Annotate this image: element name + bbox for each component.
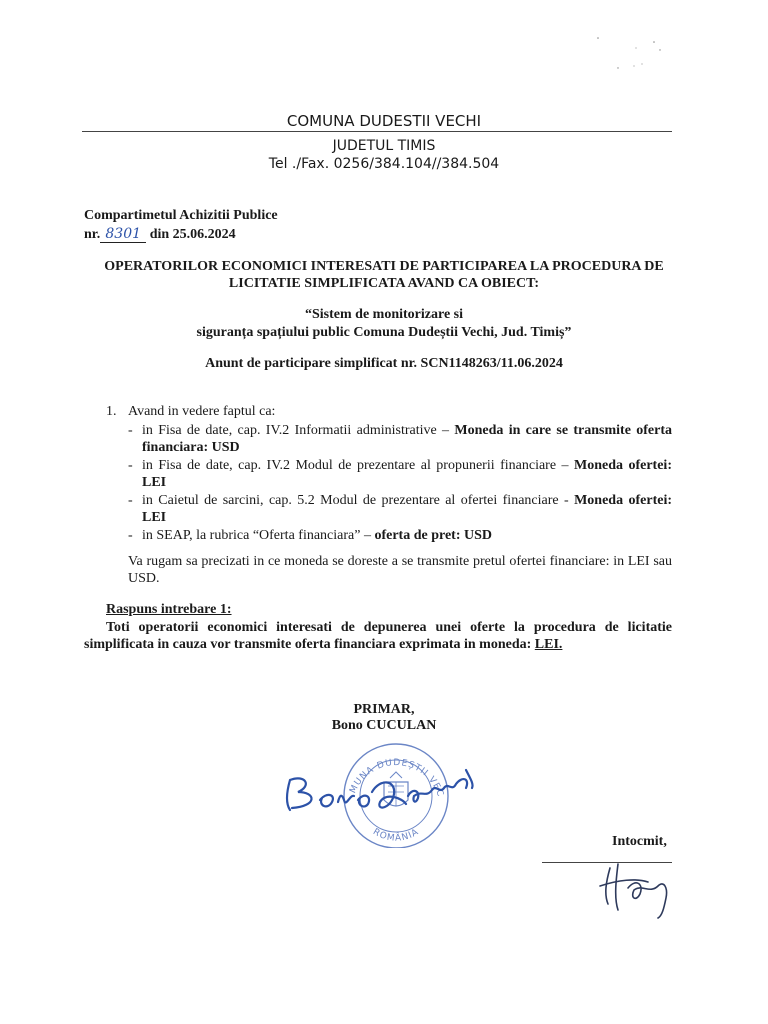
signature-stamp bbox=[276, 738, 496, 848]
question-request: Va rugam sa precizati in ce moneda se doreste a se transmite pretul ofertei financiare: in LEI sau USD. bbox=[128, 554, 672, 586]
registration-number-handwritten: 8301 bbox=[100, 226, 146, 243]
scan-artifact-dots bbox=[590, 28, 670, 78]
seal-text-bottom: ROMÂNIA bbox=[370, 827, 422, 844]
question-number: 1. bbox=[106, 404, 117, 419]
mayor-name: Bono CUCULAN bbox=[331, 718, 437, 733]
registration-date: din 25.06.2024 bbox=[149, 227, 236, 242]
registration-prefix: nr. bbox=[84, 227, 101, 242]
list-item-emphasis: Moneda ofertei: LEI bbox=[142, 458, 672, 490]
list-item-emphasis: Moneda in care se transmite oferta financiara: USD bbox=[142, 423, 672, 455]
header-county: JUDETUL TIMIS bbox=[332, 138, 436, 154]
addressee-heading: OPERATORILOR ECONOMICI INTERESATI DE PARTICIPAREA LA PROCEDURA DE LICITATIE SIMPLIFICATA AVAND CA OBIECT: bbox=[104, 259, 664, 291]
prepared-by-label: Intocmit, bbox=[612, 834, 667, 849]
svg-text:ROMÂNIA bbox=[371, 827, 421, 844]
mayor-title: PRIMAR, bbox=[353, 702, 415, 717]
question-list bbox=[128, 422, 672, 545]
preparer-signature-icon bbox=[588, 858, 678, 922]
list-item-emphasis: Moneda ofertei: LEI bbox=[142, 493, 672, 525]
answer-body: Toti operatorii economici interesati de depunerea unei oferte la procedura de licitatie simplificata in cauza vor transmite oferta financiara exprimata in moneda: LEI. bbox=[84, 620, 672, 652]
list-item: - in Caietul de sarcini, cap. 5.2 Modul de prezentare al ofertei financiare - Moneda ofertei: LEI bbox=[128, 492, 672, 526]
registration-line bbox=[84, 226, 236, 243]
list-item: - in SEAP, la rubrica “Oferta financiara” – oferta de pret: USD bbox=[128, 527, 672, 544]
subject-line-1: “Sistem de monitorizare si bbox=[305, 307, 463, 322]
header-contact: Tel ./Fax. 0256/384.104//384.504 bbox=[268, 156, 500, 172]
answer-currency: LEI. bbox=[534, 637, 563, 652]
notice-reference: Anunt de participare simplificat nr. SCN1148263/11.06.2024 bbox=[205, 356, 563, 371]
list-item: - in Fisa de date, cap. IV.2 Modul de prezentare al propunerii financiare – Moneda ofertei: LEI bbox=[128, 457, 672, 491]
list-item: - in Fisa de date, cap. IV.2 Informatii administrative – Moneda in care se transmite oferta financiara: USD bbox=[128, 422, 672, 456]
department-label: Compartimetul Achizitii Publice bbox=[84, 208, 278, 223]
header-organization: COMUNA DUDESTII VECHI bbox=[286, 112, 482, 130]
list-item-emphasis: oferta de pret: USD bbox=[374, 528, 493, 543]
seal-text-top: MUNA DUDEȘTII VEC bbox=[348, 758, 446, 799]
answer-title: Raspuns intrebare 1: bbox=[106, 602, 232, 617]
subject-line-2: siguranța spațiului public Comuna Dudeștii Vechi, Jud. Timiș” bbox=[196, 325, 572, 340]
subject-block bbox=[84, 306, 684, 342]
question-intro: Avand in vedere faptul ca: bbox=[128, 404, 276, 419]
header-divider bbox=[82, 131, 672, 132]
